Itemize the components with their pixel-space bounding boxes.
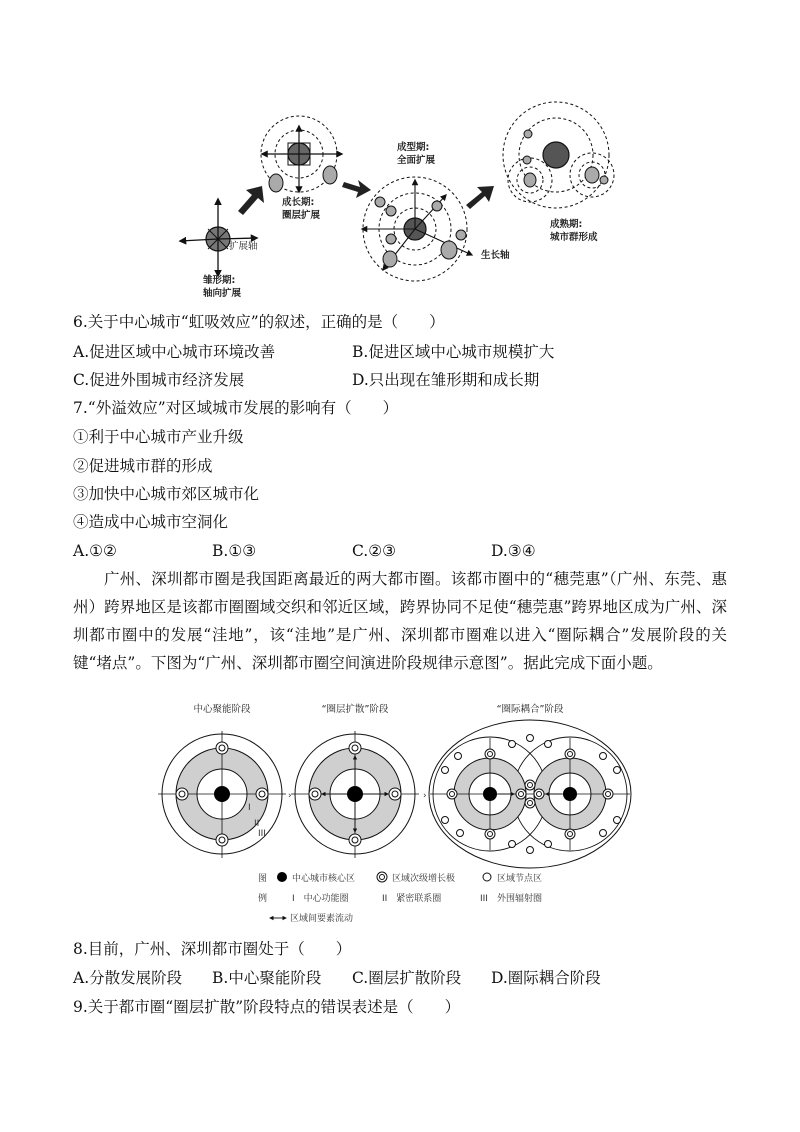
legend (258, 872, 542, 924)
q6-stem: 6.关于中心城市“虹吸效应”的叙述，正确的是（ ） (73, 313, 445, 331)
figure-urban-expansion-stages (0, 0, 800, 310)
stage3-diagram (362, 177, 472, 281)
stage-arrow-a: › (288, 791, 292, 801)
stage-title-center-agglomeration: 中心聚能阶段 (193, 704, 251, 715)
q7-item-1: ①利于中心城市产业升级 (73, 428, 244, 446)
q7-option-b: B.①③ (212, 542, 257, 560)
panel-inter-ring-coupling (429, 720, 631, 868)
legend-title-1: 图 (258, 874, 268, 884)
q7-stem: 7.“外溢效应”对区域城市发展的影响有（ ） (73, 399, 399, 417)
q7-option-c: C.②③ (352, 542, 397, 560)
q8-option-a: A.分散发展阶段 (73, 969, 183, 987)
stage-arrow-2 (342, 180, 371, 198)
panel-center-agglomeration (158, 731, 286, 858)
legend-ring-i: I 中心功能圈 (292, 894, 349, 904)
legend-secondary-pole: 区域次级增长极 (392, 874, 456, 884)
q7-item-4: ④造成中心城市空洞化 (73, 513, 229, 531)
ring-label-iii: III (258, 829, 266, 839)
panel-ring-diffusion (291, 731, 419, 858)
growth-axis-label: 生长轴 (481, 250, 510, 261)
q7-item-2: ②促进城市群的形成 (73, 457, 213, 475)
stage4-subtitle: 城市群形成 (550, 232, 598, 243)
legend-ring-iii: III 外围辐射圈 (480, 894, 542, 904)
q7-option-d: D.③④ (491, 542, 536, 560)
stage4-title: 成熟期: (550, 219, 583, 230)
axis-label: 扩展轴 (229, 241, 258, 252)
stage3-subtitle: 全面扩展 (397, 155, 436, 166)
stage1-title: 雏形期: (203, 275, 236, 286)
stage-title-ring-diffusion: “圈层扩散”阶段 (321, 704, 389, 715)
q6-option-c: C.促进外围城市经济发展 (73, 371, 245, 389)
ring-label-ii: II (254, 819, 260, 829)
legend-flow: 区域间要素流动 (290, 914, 354, 924)
stage3-title: 成型期: (397, 142, 430, 153)
stage-title-inter-ring-coupling: “圈际耦合”阶段 (496, 704, 564, 715)
stage1-subtitle: 轴向扩展 (203, 288, 242, 299)
stage-arrow-1 (238, 186, 264, 215)
stage-arrow-b: › (423, 791, 427, 801)
q6-option-a: A.促进区域中心城市环境改善 (73, 343, 276, 361)
legend-ring-ii: II 紧密联系圈 (382, 894, 442, 904)
stage2-diagram (261, 116, 342, 192)
stage2-subtitle: 圈层扩展 (282, 210, 321, 221)
q6-option-d: D.只出现在雏形期和成长期 (352, 371, 540, 389)
q8-option-c: C.圈层扩散阶段 (352, 969, 462, 987)
q9-stem: 9.关于都市圈“圈层扩散”阶段特点的错误表述是（ ） (73, 998, 461, 1016)
reading-passage: 广州、深圳都市圈是我国距离最近的两大都市圈。该都市圈中的“穗莞惠”（广州、东莞、惠州）跨界地区是该都市圈圈域交织和邻近区域，跨界协同不足使“穗莞惠”跨界地区成为广州、深圳都市圈中的发展“洼地”，该“洼地”是广州、深圳都市圈难以进入“圈际耦合”发展阶段的关键“堵点”。下图为“广州、深圳都市圈空间演进阶段规律示意图”。据此完成下面小题。 (73, 570, 727, 672)
q8-stem: 8.目前，广州、深圳都市圈处于（ ） (73, 940, 352, 958)
figure-metropolitan-evolution (0, 698, 800, 938)
q8-option-d: D.圈际耦合阶段 (491, 969, 601, 987)
legend-title-2: 例 (258, 894, 268, 904)
stage2-title: 成长期: (282, 197, 315, 208)
legend-core: 中心城市核心区 (292, 874, 356, 884)
stage-arrow-3 (466, 186, 494, 209)
q8-option-b: B.中心聚能阶段 (212, 969, 322, 987)
q7-item-3: ③加快中心城市郊区城市化 (73, 485, 260, 503)
ring-label-i: I (248, 803, 251, 813)
stage4-diagram (503, 102, 614, 208)
legend-node: 区域节点区 (497, 874, 543, 884)
q7-option-a: A.①② (73, 542, 117, 560)
q6-option-b: B.促进区域中心城市规模扩大 (352, 343, 555, 361)
